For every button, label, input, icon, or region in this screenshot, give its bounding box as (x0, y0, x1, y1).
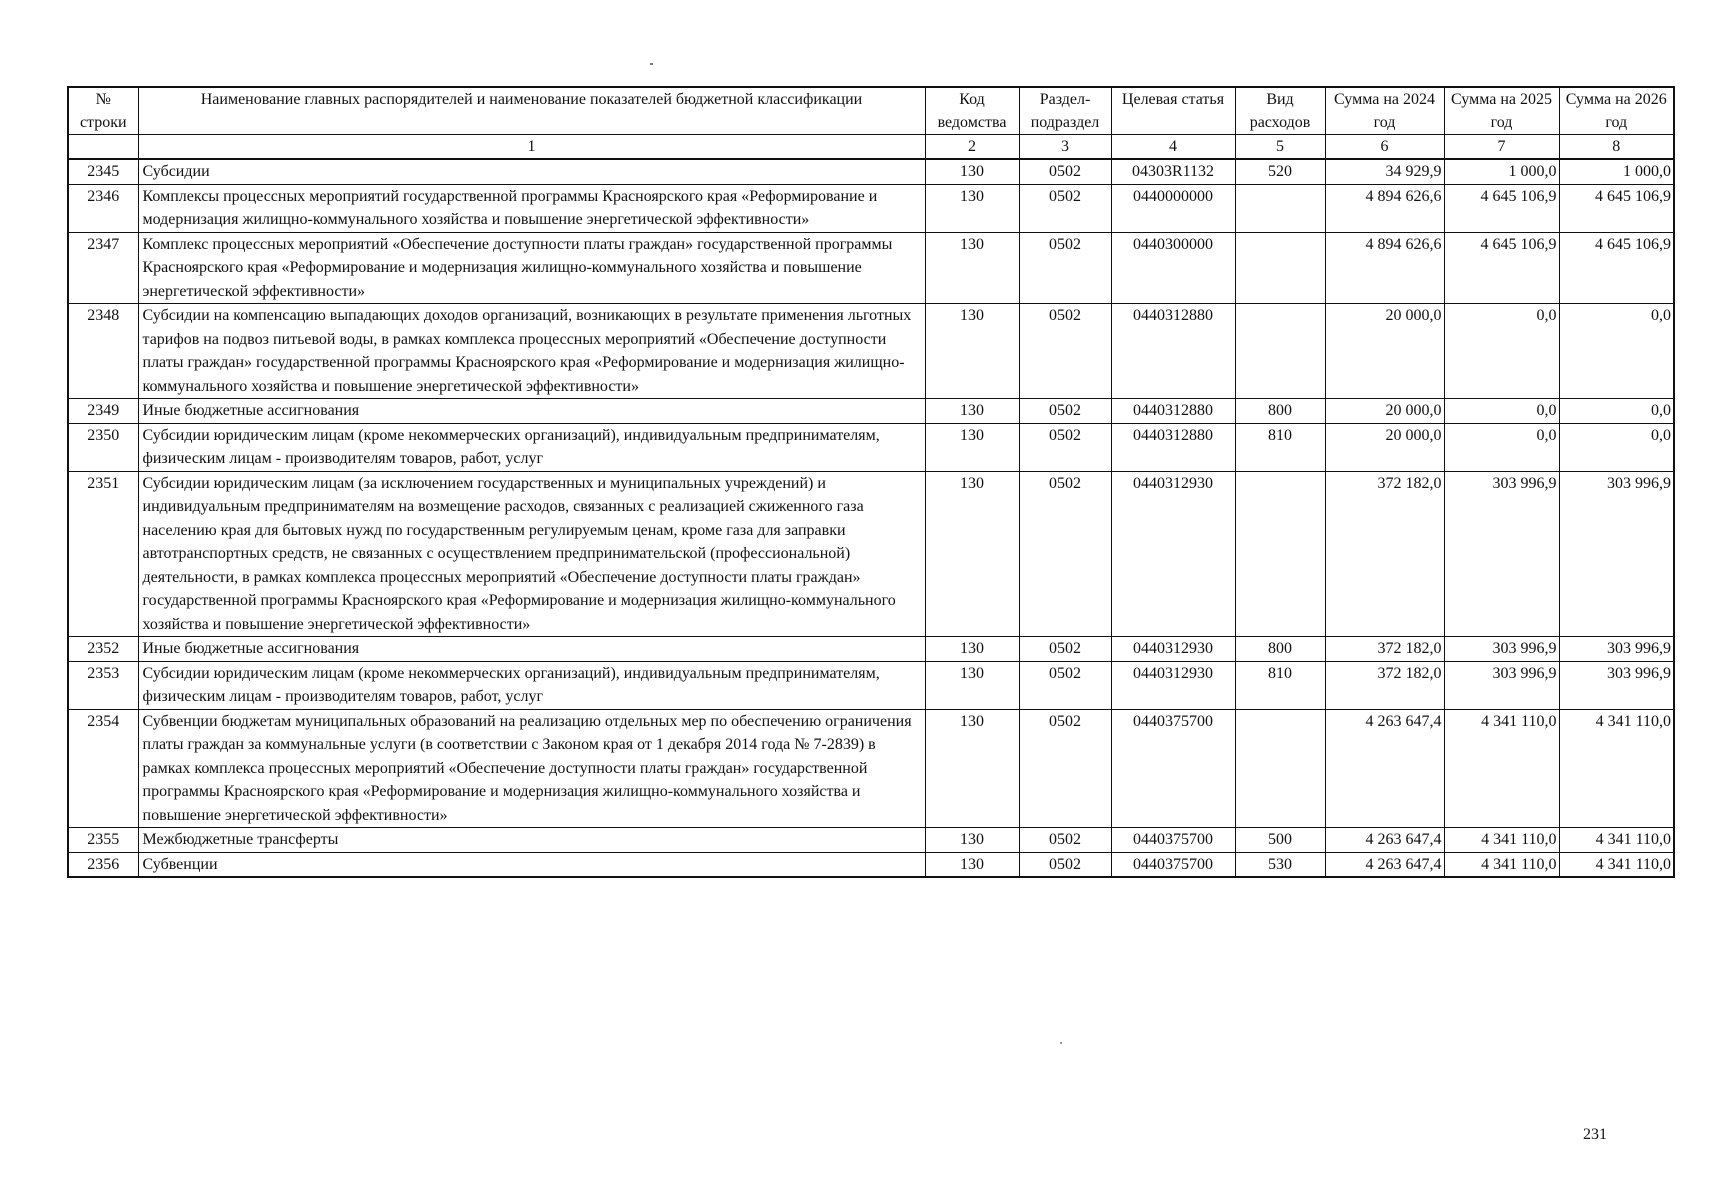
row-expense-kind: 500 (1235, 828, 1325, 853)
budget-table-container (67, 86, 1673, 878)
row-department-code: 130 (925, 637, 1019, 662)
row-department-code: 130 (925, 184, 1019, 232)
row-sum-2025: 303 996,9 (1444, 637, 1559, 662)
table-row (68, 159, 1674, 184)
header-department-code: Код ведомства (925, 87, 1019, 135)
column-number: 3 (1019, 135, 1111, 160)
header-sum-2026: Сумма на 2026 год (1559, 87, 1674, 135)
row-expense-kind: 530 (1235, 852, 1325, 877)
table-row (68, 709, 1674, 828)
row-sum-2025: 303 996,9 (1444, 661, 1559, 709)
row-sum-2025: 4 341 110,0 (1444, 852, 1559, 877)
row-sum-2024: 372 182,0 (1325, 661, 1444, 709)
row-expense-kind (1235, 184, 1325, 232)
row-expense-kind (1235, 304, 1325, 399)
scan-speck (1060, 1042, 1062, 1044)
row-target-article: 0440312930 (1111, 637, 1235, 662)
row-sum-2025: 4 645 106,9 (1444, 232, 1559, 304)
row-expense-kind: 810 (1235, 423, 1325, 471)
row-name: Субсидии юридическим лицам (кроме некоммерческих организаций), индивидуальным предпринимателям, физическим лицам - производителям товаров, работ, услуг (138, 661, 925, 709)
row-sum-2026: 0,0 (1559, 304, 1674, 399)
header-row-number: № строки (68, 87, 138, 135)
table-header-row (68, 87, 1674, 135)
row-expense-kind: 520 (1235, 159, 1325, 184)
row-name: Субсидии (138, 159, 925, 184)
row-section: 0502 (1019, 304, 1111, 399)
row-number: 2352 (68, 637, 138, 662)
row-sum-2025: 0,0 (1444, 423, 1559, 471)
column-number: 2 (925, 135, 1019, 160)
row-number: 2354 (68, 709, 138, 828)
row-expense-kind (1235, 471, 1325, 637)
row-number: 2355 (68, 828, 138, 853)
header-sum-2025: Сумма на 2025 год (1444, 87, 1559, 135)
row-number: 2345 (68, 159, 138, 184)
row-sum-2025: 4 341 110,0 (1444, 828, 1559, 853)
column-number: 1 (138, 135, 925, 160)
header-sum-2024: Сумма на 2024 год (1325, 87, 1444, 135)
row-expense-kind: 800 (1235, 637, 1325, 662)
row-sum-2024: 4 894 626,6 (1325, 232, 1444, 304)
row-sum-2025: 4 341 110,0 (1444, 709, 1559, 828)
row-number: 2346 (68, 184, 138, 232)
row-name: Иные бюджетные ассигнования (138, 637, 925, 662)
row-expense-kind: 810 (1235, 661, 1325, 709)
row-section: 0502 (1019, 637, 1111, 662)
row-name: Комплексы процессных мероприятий государственной программы Красноярского края «Реформирование и модернизация жилищно-коммунального хозяйства и повышение энергетической эффективности» (138, 184, 925, 232)
row-sum-2024: 4 263 647,4 (1325, 852, 1444, 877)
row-section: 0502 (1019, 661, 1111, 709)
row-sum-2024: 20 000,0 (1325, 423, 1444, 471)
row-sum-2026: 4 645 106,9 (1559, 232, 1674, 304)
row-number: 2356 (68, 852, 138, 877)
row-department-code: 130 (925, 709, 1019, 828)
table-body (68, 159, 1674, 877)
row-name: Субсидии юридическим лицам (за исключением государственных и муниципальных учреждений) и индивидуальным предпринимателям на возмещение расходов, связанных с реализацией сжиженного газа населению края для бытовых нужд по государственным регулируемым ценам, кроме газа для заправки автотранспортных средств, не связанных с осуществлением предпринимательской (профессиональной) деятельности, в рамках комплекса процессных мероприятий «Обеспечение доступности платы граждан» государственной программы Красноярского края «Реформирование и модернизация жилищно-коммунального хозяйства и повышение энергетической эффективности» (138, 471, 925, 637)
row-sum-2024: 372 182,0 (1325, 471, 1444, 637)
row-number: 2350 (68, 423, 138, 471)
row-target-article: 0440000000 (1111, 184, 1235, 232)
row-name: Иные бюджетные ассигнования (138, 399, 925, 424)
table-row (68, 399, 1674, 424)
row-name: Субсидии юридическим лицам (кроме некоммерческих организаций), индивидуальным предпринимателям, физическим лицам - производителям товаров, работ, услуг (138, 423, 925, 471)
row-department-code: 130 (925, 852, 1019, 877)
header-name: Наименование главных распорядителей и наименование показателей бюджетной классификации (138, 87, 925, 135)
row-section: 0502 (1019, 709, 1111, 828)
column-number: 5 (1235, 135, 1325, 160)
row-target-article: 0440312880 (1111, 423, 1235, 471)
row-sum-2026: 4 645 106,9 (1559, 184, 1674, 232)
row-sum-2025: 1 000,0 (1444, 159, 1559, 184)
row-department-code: 130 (925, 304, 1019, 399)
row-section: 0502 (1019, 399, 1111, 424)
row-sum-2024: 4 263 647,4 (1325, 709, 1444, 828)
row-expense-kind (1235, 232, 1325, 304)
row-number: 2347 (68, 232, 138, 304)
row-section: 0502 (1019, 423, 1111, 471)
row-sum-2026: 0,0 (1559, 423, 1674, 471)
row-department-code: 130 (925, 159, 1019, 184)
page-number: 231 (1583, 1126, 1607, 1143)
row-section: 0502 (1019, 184, 1111, 232)
row-number: 2353 (68, 661, 138, 709)
row-name: Субвенции (138, 852, 925, 877)
row-department-code: 130 (925, 423, 1019, 471)
row-section: 0502 (1019, 159, 1111, 184)
row-name: Субсидии на компенсацию выпадающих доходов организаций, возникающих в результате применения льготных тарифов на подвоз питьевой воды, в рамках комплекса процессных мероприятий «Обеспечение доступности платы граждан» государственной программы Красноярского края «Реформирование и модернизация жилищно-коммунального хозяйства и повышение энергетической эффективности» (138, 304, 925, 399)
row-target-article: 0440300000 (1111, 232, 1235, 304)
table-row (68, 232, 1674, 304)
row-name: Субвенции бюджетам муниципальных образований на реализацию отдельных мер по обеспечению ограничения платы граждан за коммунальные услуги (в соответствии с Законом края от 1 декабря 2014 года № 7-2839) в рамках комплекса процессных мероприятий «Обеспечение доступности платы граждан» государственной программы Красноярского края «Реформирование и модернизация жилищно-коммунального хозяйства и повышение энергетической эффективности» (138, 709, 925, 828)
table-row (68, 304, 1674, 399)
row-sum-2024: 20 000,0 (1325, 399, 1444, 424)
table-row (68, 828, 1674, 853)
row-department-code: 130 (925, 471, 1019, 637)
column-number (68, 135, 138, 160)
row-expense-kind: 800 (1235, 399, 1325, 424)
header-section: Раздел-подраздел (1019, 87, 1111, 135)
row-sum-2026: 303 996,9 (1559, 471, 1674, 637)
row-department-code: 130 (925, 232, 1019, 304)
budget-table (67, 86, 1675, 878)
row-section: 0502 (1019, 852, 1111, 877)
row-name: Межбюджетные трансферты (138, 828, 925, 853)
row-department-code: 130 (925, 828, 1019, 853)
table-row (68, 637, 1674, 662)
row-sum-2024: 4 263 647,4 (1325, 828, 1444, 853)
column-number: 8 (1559, 135, 1674, 160)
row-sum-2026: 4 341 110,0 (1559, 709, 1674, 828)
table-row (68, 423, 1674, 471)
row-section: 0502 (1019, 232, 1111, 304)
row-target-article: 0440312930 (1111, 471, 1235, 637)
column-number: 7 (1444, 135, 1559, 160)
column-number-row (68, 135, 1674, 160)
row-target-article: 0440312880 (1111, 399, 1235, 424)
row-target-article: 0440375700 (1111, 852, 1235, 877)
scan-speck (650, 63, 653, 65)
row-sum-2026: 0,0 (1559, 399, 1674, 424)
row-target-article: 0440312930 (1111, 661, 1235, 709)
header-expense-kind: Вид расходов (1235, 87, 1325, 135)
row-sum-2025: 0,0 (1444, 399, 1559, 424)
row-sum-2026: 4 341 110,0 (1559, 852, 1674, 877)
row-sum-2024: 372 182,0 (1325, 637, 1444, 662)
row-number: 2349 (68, 399, 138, 424)
row-section: 0502 (1019, 828, 1111, 853)
table-row (68, 852, 1674, 877)
row-section: 0502 (1019, 471, 1111, 637)
row-target-article: 0440375700 (1111, 828, 1235, 853)
row-sum-2026: 4 341 110,0 (1559, 828, 1674, 853)
row-target-article: 0440375700 (1111, 709, 1235, 828)
table-row (68, 471, 1674, 637)
row-sum-2024: 4 894 626,6 (1325, 184, 1444, 232)
table-row (68, 184, 1674, 232)
row-sum-2025: 4 645 106,9 (1444, 184, 1559, 232)
row-department-code: 130 (925, 661, 1019, 709)
row-sum-2026: 303 996,9 (1559, 637, 1674, 662)
row-sum-2025: 0,0 (1444, 304, 1559, 399)
row-sum-2024: 20 000,0 (1325, 304, 1444, 399)
column-number: 4 (1111, 135, 1235, 160)
row-sum-2025: 303 996,9 (1444, 471, 1559, 637)
row-target-article: 04303R1132 (1111, 159, 1235, 184)
header-target-article: Целевая статья (1111, 87, 1235, 135)
row-sum-2024: 34 929,9 (1325, 159, 1444, 184)
column-number: 6 (1325, 135, 1444, 160)
row-department-code: 130 (925, 399, 1019, 424)
row-number: 2348 (68, 304, 138, 399)
row-target-article: 0440312880 (1111, 304, 1235, 399)
row-expense-kind (1235, 709, 1325, 828)
row-name: Комплекс процессных мероприятий «Обеспечение доступности платы граждан» государственной программы Красноярского края «Реформирование и модернизация жилищно-коммунального хозяйства и повышение энергетической эффективности» (138, 232, 925, 304)
row-sum-2026: 1 000,0 (1559, 159, 1674, 184)
row-sum-2026: 303 996,9 (1559, 661, 1674, 709)
table-row (68, 661, 1674, 709)
row-number: 2351 (68, 471, 138, 637)
